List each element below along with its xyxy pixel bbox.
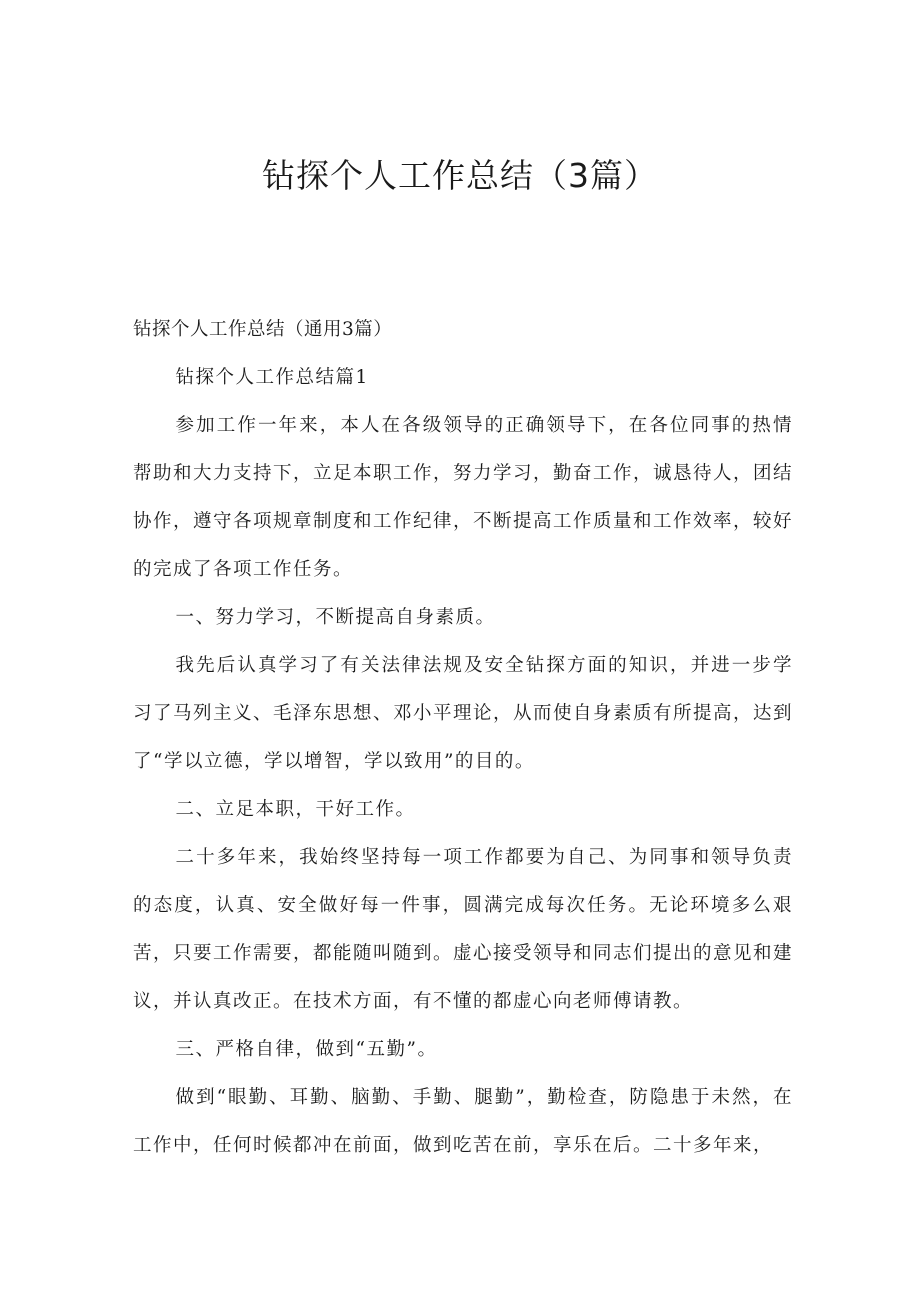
- document-title: 钻探个人工作总结（3篇）: [262, 156, 658, 195]
- section-heading: 三、严格自律，做到“五勤”。: [175, 1039, 438, 1060]
- body-paragraph: 做到“眼勤、耳勤、脑勤、手勤、腿勤”，勤检查，防隐患于未然，在工作中，任何时候都冲在前面，做到吃苦在前，享乐在后。二十多年来，: [133, 1087, 793, 1156]
- body-paragraph: 二十多年来，我始终坚持每一项工作都要为自己、为同事和领导负责的态度，认真、安全做好每一件事，圆满完成每次任务。无论环境多么艰苦，只要工作需要，都能随叫随到。虚心接受领导和同志们提出的意见和建议，并认真改正。在技术方面，有不懂的都虚心向老师傅请教。: [133, 847, 794, 1012]
- subtitle-paragraph: 钻探个人工作总结（通用3篇）: [133, 319, 393, 340]
- document-body: [133, 306, 793, 1170]
- section-heading: 钻探个人工作总结篇1: [175, 367, 369, 388]
- section-heading: 二、立足本职，干好工作。: [175, 799, 416, 820]
- body-paragraph: 参加工作一年来，本人在各级领导的正确领导下，在各位同事的热情帮助和大力支持下，立足本职工作，努力学习，勤奋工作，诚恳待人，团结协作，遵守各项规章制度和工作纪律，不断提高工作质量和工作效率，较好的完成了各项工作任务。: [133, 415, 794, 580]
- section-heading: 一、努力学习，不断提高自身素质。: [175, 607, 496, 628]
- body-paragraph: 我先后认真学习了有关法律法规及安全钻探方面的知识，并进一步学习了马列主义、毛泽东思想、邓小平理论，从而使自身素质有所提高，达到了“学以立德，学以增智，学以致用”的目的。: [133, 655, 794, 772]
